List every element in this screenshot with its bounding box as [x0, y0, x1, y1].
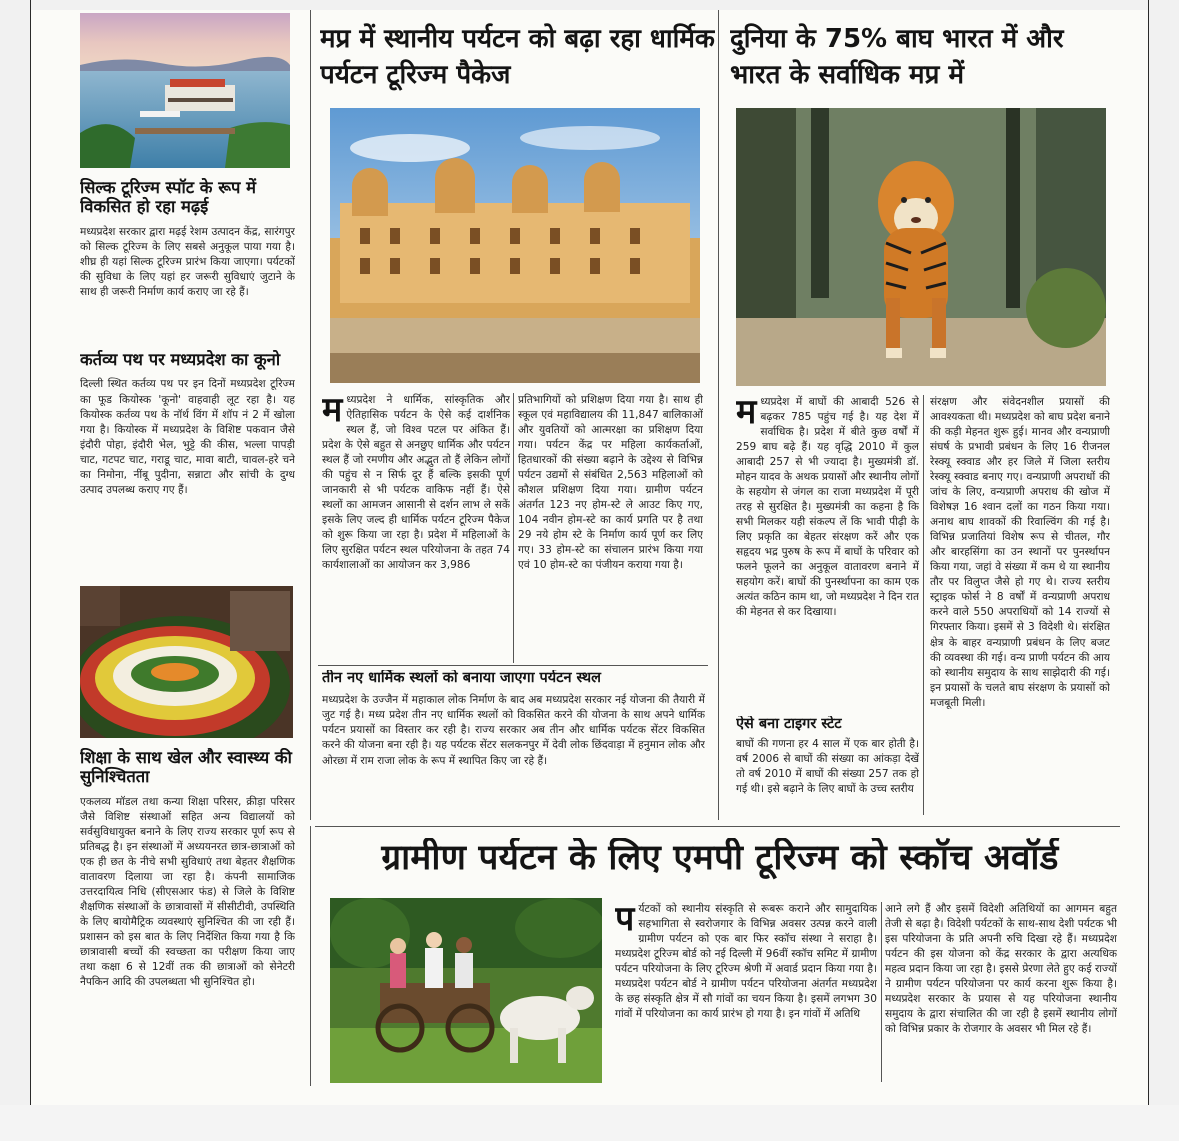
- education-article: [80, 748, 295, 1078]
- new-religious-sites-body: मध्यप्रदेश के उज्जैन में महाकाल लोक निर्माण के बाद अब मध्यप्रदेश सरकार नई योजना की तैयारी में जुट गई है। मध्य प्रदेश तीन नए धार्मिक स्थलों को विकसित करने की योजना के साथ अपने धार्मिक पर्यटन प्रयासों का विस्तार कर रही है। राज्य सरकार अब तीन और धार्मिक पर्यटक सेंटर विकसित करने की योजना बना रही है। यह पर्यटक सेंटर सलकनपुर में देवी लोक छिंदवाड़ा में हनुमान लोक और ओरछा में राम राजा लोक के रूप में स्थापित किए जा रहे हैं।: [322, 694, 705, 767]
- dropcap-ma-tiger: म: [736, 395, 757, 432]
- silk-tourism-body: मध्यप्रदेश सरकार द्वारा मढ़ई रेशम उत्पादन केंद्र, सारंगपुर को सिल्क टूरिज्म के लिए सबसे अनुकूल पाया गया है। शीघ्र ही यहां सिल्क टूरिज्म प्रारंभ किया जाएगा। पर्यटकों की सुविधा के लिए यहां हर जरूरी सुविधाएं जुटाने के साथ ही जरूरी निर्माण कार्य कराए जा रहे हैं।: [80, 225, 295, 299]
- scotch-award-body-b: आने लगे हैं और इसमें विदेशी अतिथियों का आगमन बहुत तेजी से बढ़ा है। विदेशी पर्यटकों के साथ-साथ देशी पर्यटक भी इस परियोजना के प्रति अपनी रुचि दिखा रहे हैं। मध्यप्रदेश पर्यटन की इस योजना को केंद्र सरकार के द्वारा अत्यधिक महत्व प्रदान किया जा रहा है। इससे प्रेरणा लेते हुए कई राज्यों ने ग्रामीण पर्यटन परियोजना पर कार्य करना शुरू किया है। मध्यप्रदेश सरकार के प्रयास से यह परियोजना स्थानीय समुदाय के द्वारा संचालित की जा रही है इसमें स्थानीय लोगों को विभिन्न प्रकार के रोजगार के अवसर भी मिल रहे हैं।: [885, 903, 1117, 1036]
- column-divider-middle: [513, 393, 514, 663]
- education-headline: शिक्षा के साथ खेल और स्वास्थ्य की सुनिश्चितता: [80, 748, 292, 787]
- scotch-award-text-left: [615, 902, 877, 1082]
- scotch-award-body-a: र्यटकों को स्थानीय संस्कृति से रूबरू कराने और सामुदायिक सहभागिता से स्वरोजगार के विभिन्न अवसर उत्पन्न करने वाली ग्रामीण पर्यटन को एक बार फिर स्कॉच संस्था ने सराहा है। मध्यप्रदेश टूरिज्म बोर्ड को नई दिल्ली में 96वीं स्कॉच समिट में ग्रामीण पर्यटन परियोजना के लिए टूरिज्म श्रेणी में अवार्ड प्रदान किया गया है। मध्यप्रदेश पर्यटन बोर्ड ने ग्रामीण पर्यटन परियोजना अंतर्गत मध्यप्रदेश के छह संस्कृति क्षेत्र में सौ गांवों का चयन किया है। इसमें लगभग 30 गांवों में परियोजना का कार्य प्रारंभ हो गया है। इन गांवों में अतिथि: [615, 903, 877, 1021]
- new-religious-sites-headline: तीन नए धार्मिक स्थलों को बनाया जाएगा पर्यटन स्थल: [322, 670, 601, 686]
- religious-tourism-body-b: प्रतिभागियों को प्रशिक्षण दिया गया है। साथ ही स्कूल एवं महाविद्यालय की 11,847 बालिकाओं और युवतियों को आत्मरक्षा का प्रशिक्षण दिया गया। पर्यटन केंद्र पर महिला कार्यकर्ताओं, हितधारकों की संख्या बढ़ाने के उद्देश्य से विभिन्न पर्यटन उद्यमों से संबंधित 2,563 महिलाओं को कौशल प्रशिक्षण दिया गया। ग्रामीण पर्यटन अंतर्गत 123 नए होम-स्टे ले आउट किए गए, 104 नवीन होम-स्टे का कार्य प्रगति पर है तथा 29 नये होम स्टे के निर्माण कार्य पूर्ण कर लिए गए। 33 होम-स्टे का संचालन प्रारंभ किया गया एवं 10 होम-स्टे का पंजीयन कराया गया है।: [518, 394, 703, 572]
- silk-tourism-article: [80, 178, 295, 358]
- bottom-text-divider: [881, 902, 882, 1082]
- column-divider-right: [718, 10, 719, 820]
- religious-tourism-text-right: [518, 393, 703, 663]
- new-religious-sites-subarticle: [322, 670, 705, 820]
- dropcap-ma: म: [322, 393, 343, 430]
- tiger-text-right: [930, 395, 1110, 815]
- tiger-state-subarticle: [736, 716, 919, 821]
- scotch-award-headline-box: [320, 838, 1120, 893]
- religious-tourism-headline: मप्र में स्थानीय पर्यटन को बढ़ा रहा धार्मिक पर्यटन टूरिज्म पैकेज: [320, 24, 715, 90]
- food-platter-photo: [80, 586, 293, 738]
- religious-tourism-body-a: ध्यप्रदेश ने धार्मिक, सांस्कृतिक और ऐतिहासिक पर्यटन के ऐसे कई दार्शनिक स्थल हैं, जो विश्व पटल पर अंकित हैं। प्रदेश के ऐसे बहुत से अनछुए धार्मिक और पर्यटन स्थल हैं जो रमणीय और अद्भुत तो हैं लेकिन लोगों की पहुंच से न सिर्फ दूर हैं बल्कि इसकी पूर्ण जानकारी से भी पर्यटक वाकिफ नहीं हैं। ऐसे स्थलों का आमजन आसानी से दर्शन लाभ ले सकें इसके लिए जल्द ही धार्मिक पर्यटन टूरिज्म पैकेज को शुरू किया जा रहा है। प्रदेश में महिलाओं के लिए सुरक्षित पर्यटन स्थल परियोजना के तहत 74 कार्यशालाओं का आयोजन कर 3,986: [322, 394, 510, 572]
- page-edge-left: [30, 0, 31, 1141]
- orchha-palace-photo: [330, 108, 700, 383]
- lake-boat-photo: [80, 13, 290, 168]
- middle-section-divider: [318, 665, 708, 666]
- tiger-photo: [736, 108, 1106, 386]
- scotch-award-headline: ग्रामीण पर्यटन के लिए एमपी टूरिज्म को स्कॉच अवॉर्ड: [381, 838, 1059, 878]
- tiger-headline: दुनिया के 75% बाघ भारत में और भारत के सर्वाधिक मप्र में: [730, 24, 1064, 90]
- tiger-body-b: संरक्षण और संवेदनशील प्रयासों की आवश्यकता थी। मध्यप्रदेश को बाघ प्रदेश बनाने की कड़ी मेहनत शुरू हुई। मानव और वन्यप्राणी संघर्ष के प्रभावी प्रबंधन के लिए 16 रीजनल रेस्क्यू स्क्वाड और हर जिले में जिला स्तरीय रेस्क्यू स्क्वाड बनाए गए। वन्यप्राणी अपराधों की जांच के लिए, वन्यप्राणी अपराध की खोज में विशेषज्ञ 16 श्वान दलों का गठन किया गया। अनाथ बाघ शावकों की रिवाल्विंग की गई है। विभिन्न प्रजातियां विशेष रूप से चीतल, गौर और बारहसिंगा का उन स्थानों पर पुनर्स्थापन किया गया, जहां वे संख्या में कम थे या स्थानीय तौर पर विलुप्त जैसे हो गए थे। राज्य स्तरीय स्ट्राइक फोर्स ने 8 वर्षों में वन्यप्राणी अपराध करने वाले 550 अपराधियों को 14 राज्यों से गिरफ्तार किया। इसमें से 3 विदेशी थे। संरक्षित क्षेत्र के बाहर वन्यप्राणी प्रबंधन के लिए बजट की व्यवस्था की गई। वन्य प्राणी पर्यटन की आय को स्थानीय समुदाय के साथ साझेदारी की गई। इन प्रयासों के चलते बाघ संरक्षण के प्रयासों को मजबूती मिली।: [930, 396, 1110, 709]
- religious-tourism-text-left: [322, 393, 510, 663]
- scotch-award-text-right: [885, 902, 1117, 1082]
- kuno-article: [80, 350, 295, 582]
- page-edge-right: [1148, 0, 1149, 1141]
- background-strip: [0, 1105, 1179, 1141]
- bottom-section-divider: [315, 826, 1120, 827]
- column-divider-tiger: [923, 395, 924, 815]
- dropcap-pa: प: [615, 902, 635, 939]
- bullock-cart-photo: [330, 898, 602, 1083]
- column-divider-left: [310, 10, 311, 820]
- bottom-divider-left: [310, 826, 311, 1086]
- kuno-headline: कर्तव्य पथ पर मध्यप्रदेश का कूनो: [80, 350, 281, 369]
- newspaper-page: [30, 10, 1148, 1105]
- silk-tourism-headline: सिल्क टूरिज्म स्पॉट के रूप में विकसित हो रहा मढ़ई: [80, 178, 257, 217]
- tiger-state-headline: ऐसे बना टाइगर स्टेट: [736, 716, 842, 732]
- tiger-state-body: बाघों की गणना हर 4 साल में एक बार होती है। वर्ष 2006 से बाघों की संख्या का आंकड़ा देखें तो वर्ष 2010 में बाघों की संख्या 257 तक हो गई थी। इसे बढ़ाने के लिए बाघों के उच्च स्तरीय: [736, 738, 919, 796]
- tiger-text-left: [736, 395, 919, 715]
- education-body: एकलव्य मॉडल तथा कन्या शिक्षा परिसर, क्रीड़ा परिसर जैसे विशिष्ट संस्थाओं सहित अन्य विद्यालयों को सर्वसुविधायुक्त बनाने के लिए राज्य सरकार पूर्ण रूप से प्रतिबद्ध है। इन संस्थाओं में अध्ययनरत छात्र-छात्राओं को एक ही छत के नीचे सभी सुविधाएं तथा बेहतर शैक्षणिक वातावरण दिलाया जा रहा है। कंपनी सामाजिक उत्तरदायित्व निधि (सीएसआर फंड) से जिले के विशिष्ट शैक्षणिक संस्थाओं के छात्रावासों में सीसीटीवी, उपस्थिति के लिए बायोमैट्रिक व्यवस्थाएं सुनिश्चित की जा रही हैं। प्रशासन को इस बात के लिए निर्देशित किया गया है कि छात्रावासी बच्चों की स्वच्छता का परीक्षण किया जाए तथा कक्षा 6 से 12वीं तक की छात्राओं को सेनेटरी नैपकिन आदि की उपलब्धता भी सुनिश्चित हो।: [80, 795, 295, 989]
- tiger-headline-box: [730, 22, 1120, 117]
- religious-tourism-headline-box: [320, 22, 715, 117]
- tiger-body-a: ध्यप्रदेश में बाघों की आबादी 526 से बढ़कर 785 पहुंच गई है। यह देश में सर्वाधिक है। प्रदेश में बीते कुछ वर्षों में 259 बाघ बढ़े हैं। यह वृद्धि 2010 में कुल आबादी 257 से भी ज्यादा है। मुख्यमंत्री डॉ. मोहन यादव के अथक प्रयासों और स्थानीय लोगों के सहयोग से जंगल का राजा मध्यप्रदेश में पूरी तरह से सुरक्षित है। मुख्यमंत्री का कहना है कि सभी मिलकर यही संकल्प लें कि भावी पीढ़ी के लिए प्रकृति का बेहतर संरक्षण करें और एक सहृदय भद्र पुरुष के रूप में बाघों के परिवार को फलने फूलने का अनुकूल वातावरण बनाने में सहयोग करें। बाघों की पुनर्स्थापना का काम एक अत्यंत कठिन काम था, जो मध्यप्रदेश ने दिन रात की मेहनत से कर दिखाया।: [736, 396, 919, 619]
- kuno-body: दिल्ली स्थित कर्तव्य पथ पर इन दिनों मध्यप्रदेश टूरिज्म का फूड कियोस्क 'कूनो' वाहवाही लूट रहा है। यह कियोस्क कर्तव्य पथ के नॉर्थ विंग में शॉप नं 2 में खोला गया है। कियोस्क में मध्यप्रदेश के विशिष्ट पकवान जैसे इंदौरी पोहा, इंदौरी भेल, भुट्टे की कीस, भल्ला पापड़ी चाट, गटपट चाट, गराडू चाट, मावा बाटी, चावल-हरे चने का निमोना, नींबू पुदीना, सन्नाटा और सांची के दुग्ध उत्पाद उपलब्ध कराए गए हैं।: [80, 378, 295, 496]
